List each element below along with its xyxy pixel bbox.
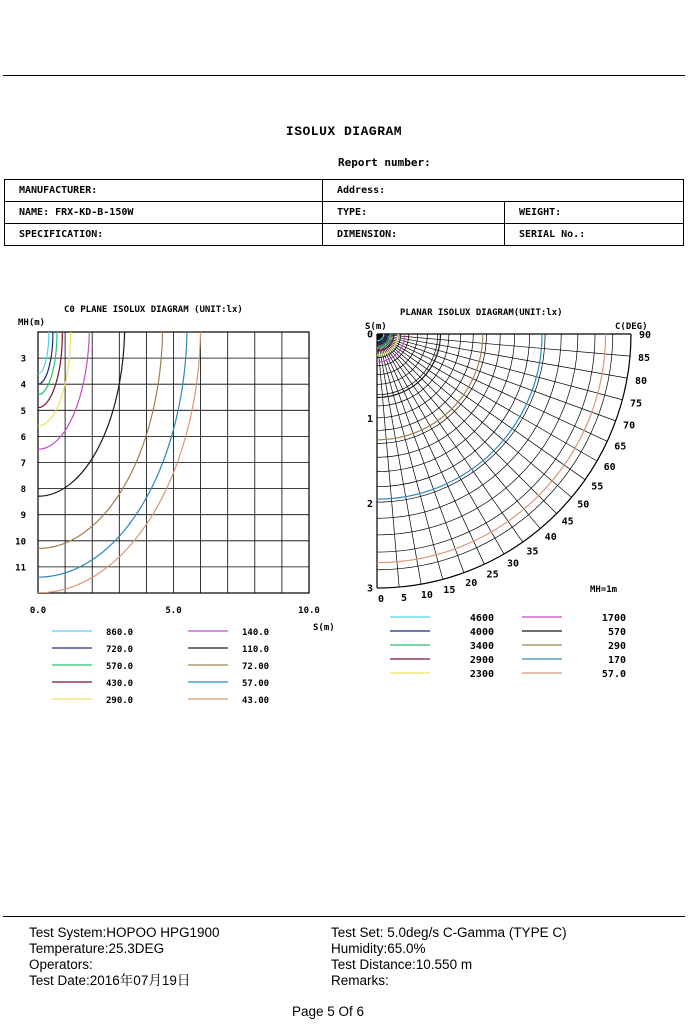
c0-x-tick-label: 0.0 [29, 606, 47, 616]
c0-contour-570.0 [38, 332, 57, 395]
planar-legend-value: 4000 [469, 627, 494, 638]
planar-edge-tick: 20 [465, 578, 478, 590]
footer-left [29, 925, 220, 989]
test-system: Test System:HOPOO HPG1900 [29, 925, 220, 940]
planar-grid-spoke [377, 334, 630, 356]
address-cell: Address: [323, 180, 684, 202]
planar-legend [390, 613, 626, 680]
planar-angle-label: C(DEG) [615, 322, 648, 332]
planar-edge-tick: 60 [603, 462, 616, 473]
report-number-label: Report number: [338, 156, 431, 169]
c0-y-tick-label: 7 [20, 459, 26, 469]
remarks: Remarks: [331, 973, 389, 988]
planar-edge-tick: 65 [614, 441, 627, 453]
c0-contour-290.0 [38, 332, 71, 426]
c0-chart-title: C0 PLANE ISOLUX DIAGRAM (UNIT:lx) [64, 305, 243, 315]
planar-edge-tick: 75 [629, 398, 643, 410]
temperature: Temperature:25.3DEG [29, 941, 165, 956]
c0-y-tick-label: 10 [15, 537, 26, 548]
planar-legend-value: 2900 [469, 655, 494, 666]
planar-radial-tick: 1 [366, 414, 373, 426]
planar-legend-value: 3400 [469, 641, 494, 652]
planar-mh-note: MH=1m [590, 585, 618, 595]
c0-grid [38, 332, 309, 593]
planar-edge-tick: 85 [637, 353, 651, 365]
planar-edge-tick: 70 [623, 420, 636, 432]
planar-edge-tick: 45 [561, 516, 574, 528]
type-cell: TYPE: [323, 202, 505, 224]
test-distance: Test Distance:10.550 m [331, 957, 473, 972]
page-number: Page 5 Of 6 [291, 1004, 365, 1019]
c0-contour-860.0 [38, 332, 49, 374]
weight-cell: WEIGHT: [505, 202, 684, 224]
planar-radial-tick: 3 [366, 583, 373, 595]
planar-edge-tick: 90 [638, 330, 652, 341]
footer-rule [3, 916, 685, 917]
c0-contour-140.0 [38, 324, 89, 449]
planar-legend-value: 170 [607, 655, 626, 666]
c0-y-ticks [15, 355, 26, 574]
operators: Operators: [29, 957, 93, 972]
page-title: ISOLUX DIAGRAM [285, 124, 403, 139]
footer-right [331, 925, 567, 989]
test-set: Test Set: 5.0deg/s C-Gamma (TYPE C) [331, 925, 567, 940]
planar-edge-tick: 50 [577, 499, 590, 511]
planar-legend-value: 4600 [469, 613, 494, 624]
planar-edge-tick: 15 [443, 585, 456, 597]
dimension-cell: DIMENSION: [323, 224, 505, 246]
c0-legend-value: 430.0 [106, 679, 134, 689]
humidity: Humidity:65.0% [331, 941, 426, 956]
planar-edge-tick: 80 [634, 375, 648, 387]
planar-legend-value: 1700 [601, 613, 626, 624]
planar-legend-value: 57.0 [601, 669, 626, 680]
planar-edge-tick: 30 [506, 558, 520, 570]
c0-x-tick-label: 10.0 [298, 606, 320, 616]
planar-legend-value: 290 [607, 641, 626, 652]
isolux-charts [0, 290, 688, 710]
c0-contour-430.0 [38, 332, 62, 408]
planar-edge-tick: 0 [377, 594, 385, 605]
planar-chart [365, 308, 651, 680]
c0-legend-value: 860.0 [106, 628, 134, 638]
planar-grid [377, 334, 631, 588]
top-rule [3, 75, 685, 76]
planar-edge-tick: 5 [400, 592, 408, 604]
planar-chart-title: PLANAR ISOLUX DIAGRAM(UNIT:lx) [400, 308, 563, 318]
planar-edge-tick: 25 [486, 569, 499, 581]
c0-legend-value: 110.0 [242, 645, 270, 655]
c0-legend-value: 140.0 [242, 628, 270, 638]
planar-radial-tick: 2 [366, 498, 373, 510]
planar-edge-tick: 55 [591, 481, 604, 493]
c0-legend-value: 72.00 [242, 662, 270, 672]
test-date: Test Date:2016年07月19日 [29, 973, 191, 988]
info-table [4, 179, 684, 246]
c0-legend-value: 290.0 [106, 696, 134, 706]
c0-ylabel: MH(m) [18, 318, 46, 328]
planar-legend-value: 570 [607, 627, 626, 638]
c0-x-ticks [30, 606, 320, 616]
planar-radial-ticks [367, 330, 373, 595]
c0-xlabel: S(m) [313, 623, 335, 633]
planar-grid-spoke [377, 334, 399, 587]
manufacturer-cell: MANUFACTURER: [5, 180, 323, 202]
serial-cell: SERIAL No.: [505, 224, 684, 246]
c0-y-tick-label: 8 [20, 485, 26, 496]
c0-y-tick-label: 5 [20, 406, 26, 417]
specification-cell: SPECIFICATION: [5, 224, 323, 246]
c0-legend-value: 57.00 [242, 679, 270, 689]
c0-y-tick-label: 9 [20, 511, 26, 522]
planar-edge-tick: 35 [526, 546, 539, 558]
planar-grid-spoke [377, 334, 616, 421]
c0-y-tick-label: 11 [15, 563, 26, 574]
c0-legend-value: 720.0 [106, 645, 134, 655]
c0-y-tick-label: 6 [20, 432, 26, 443]
c0-legend [52, 628, 269, 706]
planar-grid-spoke [377, 334, 464, 573]
planar-legend-value: 2300 [469, 669, 494, 680]
planar-edge-tick: 10 [420, 589, 433, 601]
c0-x-tick-label: 5.0 [165, 606, 182, 616]
planar-edge-tick: 40 [544, 532, 557, 544]
c0-plane-chart [15, 305, 335, 706]
name-cell: NAME: FRX-KD-B-150W [5, 202, 323, 224]
c0-legend-value: 570.0 [106, 662, 134, 672]
planar-radial-label: S(m) [365, 322, 387, 332]
c0-y-tick-label: 4 [20, 380, 26, 391]
planar-radial-tick: 0 [366, 329, 373, 341]
c0-legend-value: 43.00 [242, 696, 270, 706]
c0-y-tick-label: 3 [20, 354, 26, 365]
